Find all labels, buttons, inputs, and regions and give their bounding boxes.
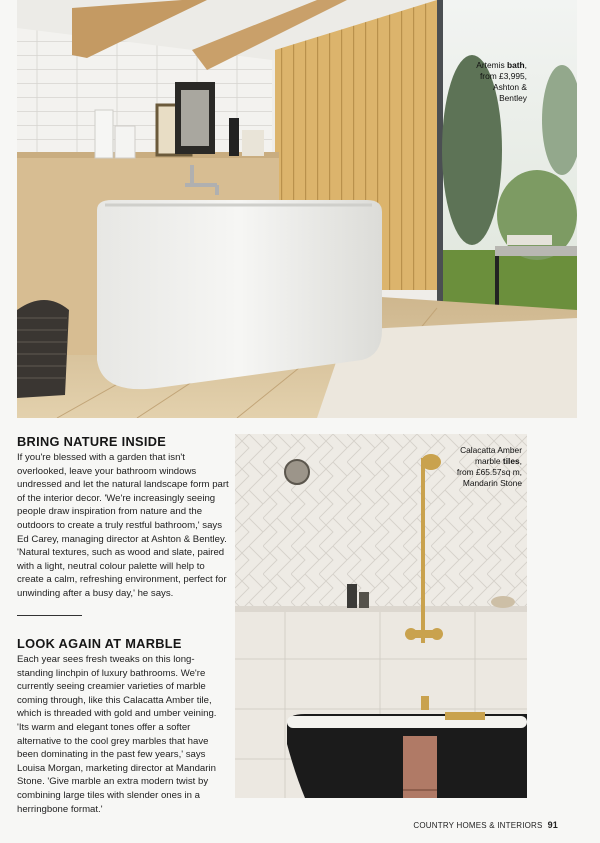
tiles-caption-price: from £65.57sq m, — [456, 467, 522, 477]
tiles-caption-prefix: marble — [474, 456, 503, 466]
page-footer — [413, 820, 558, 830]
section-body-marble: Each year sees fresh tweaks on this long-standing linchpin of luxury bathrooms. We're currently seeing creamier varieties of marble coming through, like this Calacatta Amber tile, which is threaded with gold and umber veining. 'Its warm and elegant tones offer a softer alternative to the cool grey marbles that have been dominating in the past few years,' says Louisa Morgan, marketing director at Mandarin Stone. 'Give marble an extra modern twist by combining large tiles with slender ones in a herringbone format.' — [17, 654, 217, 815]
caption-price: from £3,995, — [479, 71, 527, 81]
tiles-caption-name: Calacatta Amber — [460, 445, 522, 455]
section-title-marble: LOOK AGAIN AT MARBLE — [17, 636, 182, 651]
tiles-caption — [440, 445, 522, 489]
page-number: 91 — [547, 820, 558, 830]
section-title-nature: BRING NATURE INSIDE — [17, 434, 167, 449]
tiles-caption-product: tiles — [502, 456, 520, 466]
section-body-nature: If you're blessed with a garden that isn't overlooked, leave your bathroom windows undressed and let the natural landscape form part of the interior decor. 'We're increasingly seeing people draw inspiration from nature and the outdoors to create a truly restful bathroom,' says Ed Carey, managing director at Ashton & Bentley. 'Natural textures, such as wood and slate, paired with a light, neutral colour palette will help to create a calm, refreshing environment, perfect for unwinding after a busy day,' he says. — [17, 452, 229, 599]
tiles-caption-suffix: , — [519, 456, 522, 466]
magazine-name: COUNTRY HOMES & INTERIORS — [413, 821, 543, 830]
caption-prefix: Artemis — [476, 60, 507, 70]
bath-caption — [445, 60, 527, 104]
caption-suffix: , — [524, 60, 527, 70]
tiles-caption-brand: Mandarin Stone — [462, 478, 522, 488]
caption-product: bath — [506, 60, 525, 70]
section-divider — [17, 615, 82, 616]
caption-brand-1: Ashton & — [493, 82, 527, 92]
caption-brand-2: Bentley — [499, 93, 527, 103]
